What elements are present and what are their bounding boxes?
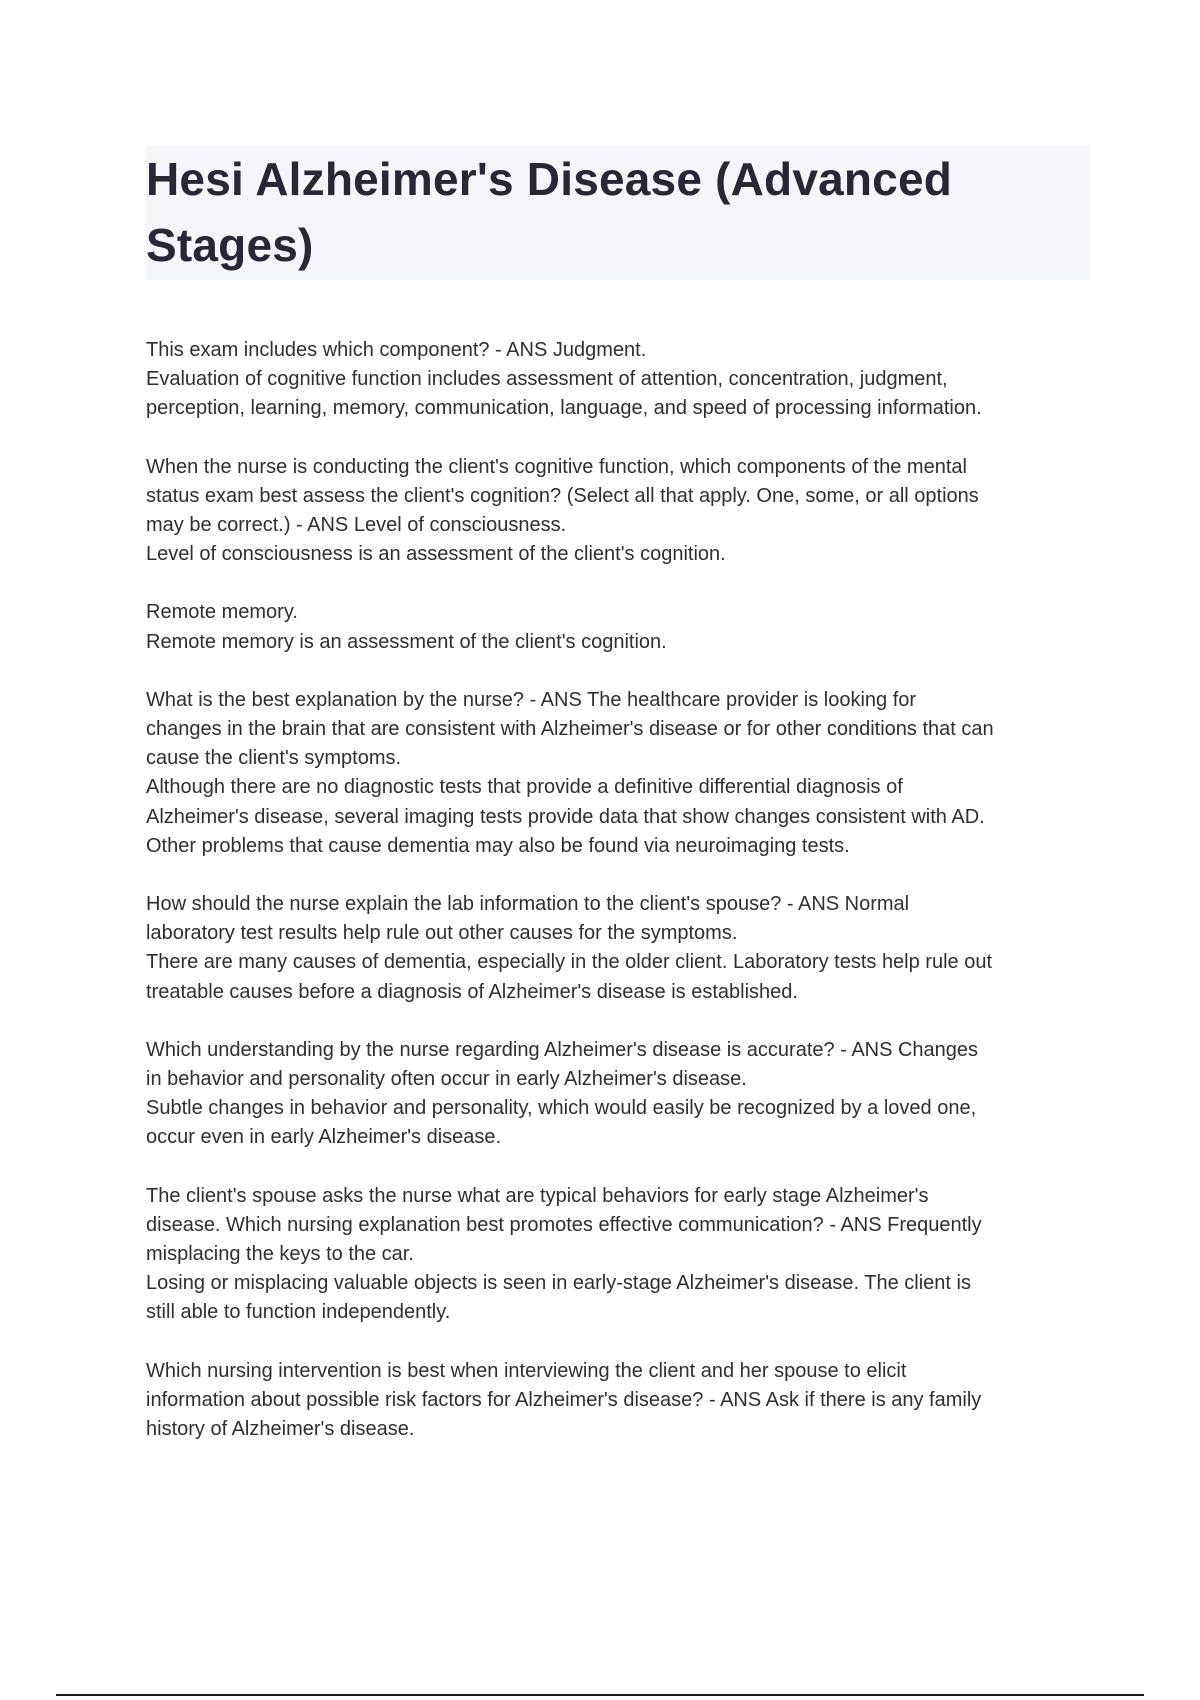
text-line: How should the nurse explain the lab information to the client's spouse? - ANS Normal [146, 893, 910, 916]
qa-paragraph [146, 453, 1090, 570]
text-line: still able to function independently. [146, 1301, 451, 1324]
text-line: Although there are no diagnostic tests that provide a definitive differential diagnosis of [146, 776, 903, 799]
title-block [146, 146, 1090, 280]
text-line: Losing or misplacing valuable objects is seen in early-stage Alzheimer's disease. The client is [146, 1272, 971, 1295]
qa-paragraph [146, 686, 1090, 861]
qa-paragraph [146, 1357, 1090, 1445]
qa-paragraph [146, 1036, 1090, 1153]
text-line: may be correct.) - ANS Level of consciousness. [146, 514, 567, 537]
text-line: Which understanding by the nurse regarding Alzheimer's disease is accurate? - ANS Changes [146, 1038, 979, 1061]
text-line: Evaluation of cognitive function includes assessment of attention, concentration, judgment, [146, 368, 948, 391]
text-line: disease. Which nursing explanation best promotes effective communication? - ANS Frequently [146, 1213, 982, 1236]
text-line: laboratory test results help rule out other causes for the symptoms. [146, 922, 738, 945]
page-title [146, 146, 1090, 278]
text-line: Remote memory is an assessment of the client's cognition. [146, 630, 667, 653]
text-line: This exam includes which component? - ANS Judgment. [146, 339, 647, 361]
text-line: changes in the brain that are consistent with Alzheimer's disease or for other conditions that can [146, 718, 994, 741]
text-line: cause the client's symptoms. [146, 747, 402, 770]
qa-paragraph [146, 598, 1090, 656]
title-line-2: Stages) [146, 219, 314, 271]
text-line: misplacing the keys to the car. [146, 1243, 414, 1266]
text-line: What is the best explanation by the nurse? - ANS The healthcare provider is looking for [146, 688, 917, 711]
qa-paragraph [146, 1182, 1090, 1328]
text-line: Level of consciousness is an assessment of the client's cognition. [146, 543, 726, 566]
text-line: treatable causes before a diagnosis of Alzheimer's disease is established. [146, 980, 798, 1003]
text-line: When the nurse is conducting the client's cognitive function, which components of the mental [146, 455, 967, 478]
text-line: Other problems that cause dementia may also be found via neuroimaging tests. [146, 834, 850, 857]
text-line: There are many causes of dementia, especially in the older client. Laboratory tests help rule out [146, 951, 993, 974]
qa-paragraph [146, 890, 1090, 1007]
document-body [146, 336, 1090, 1473]
title-line-1: Hesi Alzheimer's Disease (Advanced [146, 153, 953, 205]
text-line: Remote memory. [146, 601, 298, 624]
text-line: occur even in early Alzheimer's disease. [146, 1126, 502, 1149]
text-line: in behavior and personality often occur in early Alzheimer's disease. [146, 1068, 747, 1091]
footer-divider [56, 1694, 1144, 1696]
text-line: information about possible risk factors for Alzheimer's disease? - ANS Ask if there is any family [146, 1388, 982, 1411]
text-line: perception, learning, memory, communication, language, and speed of processing information. [146, 397, 982, 420]
qa-paragraph [146, 336, 1090, 424]
text-line: Subtle changes in behavior and personality, which would easily be recognized by a loved one, [146, 1097, 977, 1120]
text-line: status exam best assess the client's cognition? (Select all that apply. One, some, or all options [146, 484, 979, 507]
text-line: The client's spouse asks the nurse what are typical behaviors for early stage Alzheimer's [146, 1184, 929, 1207]
text-line: history of Alzheimer's disease. [146, 1418, 415, 1441]
text-line: Alzheimer's disease, several imaging tests provide data that show changes consistent with AD. [146, 805, 985, 828]
text-line: Which nursing intervention is best when interviewing the client and her spouse to elicit [146, 1359, 907, 1382]
